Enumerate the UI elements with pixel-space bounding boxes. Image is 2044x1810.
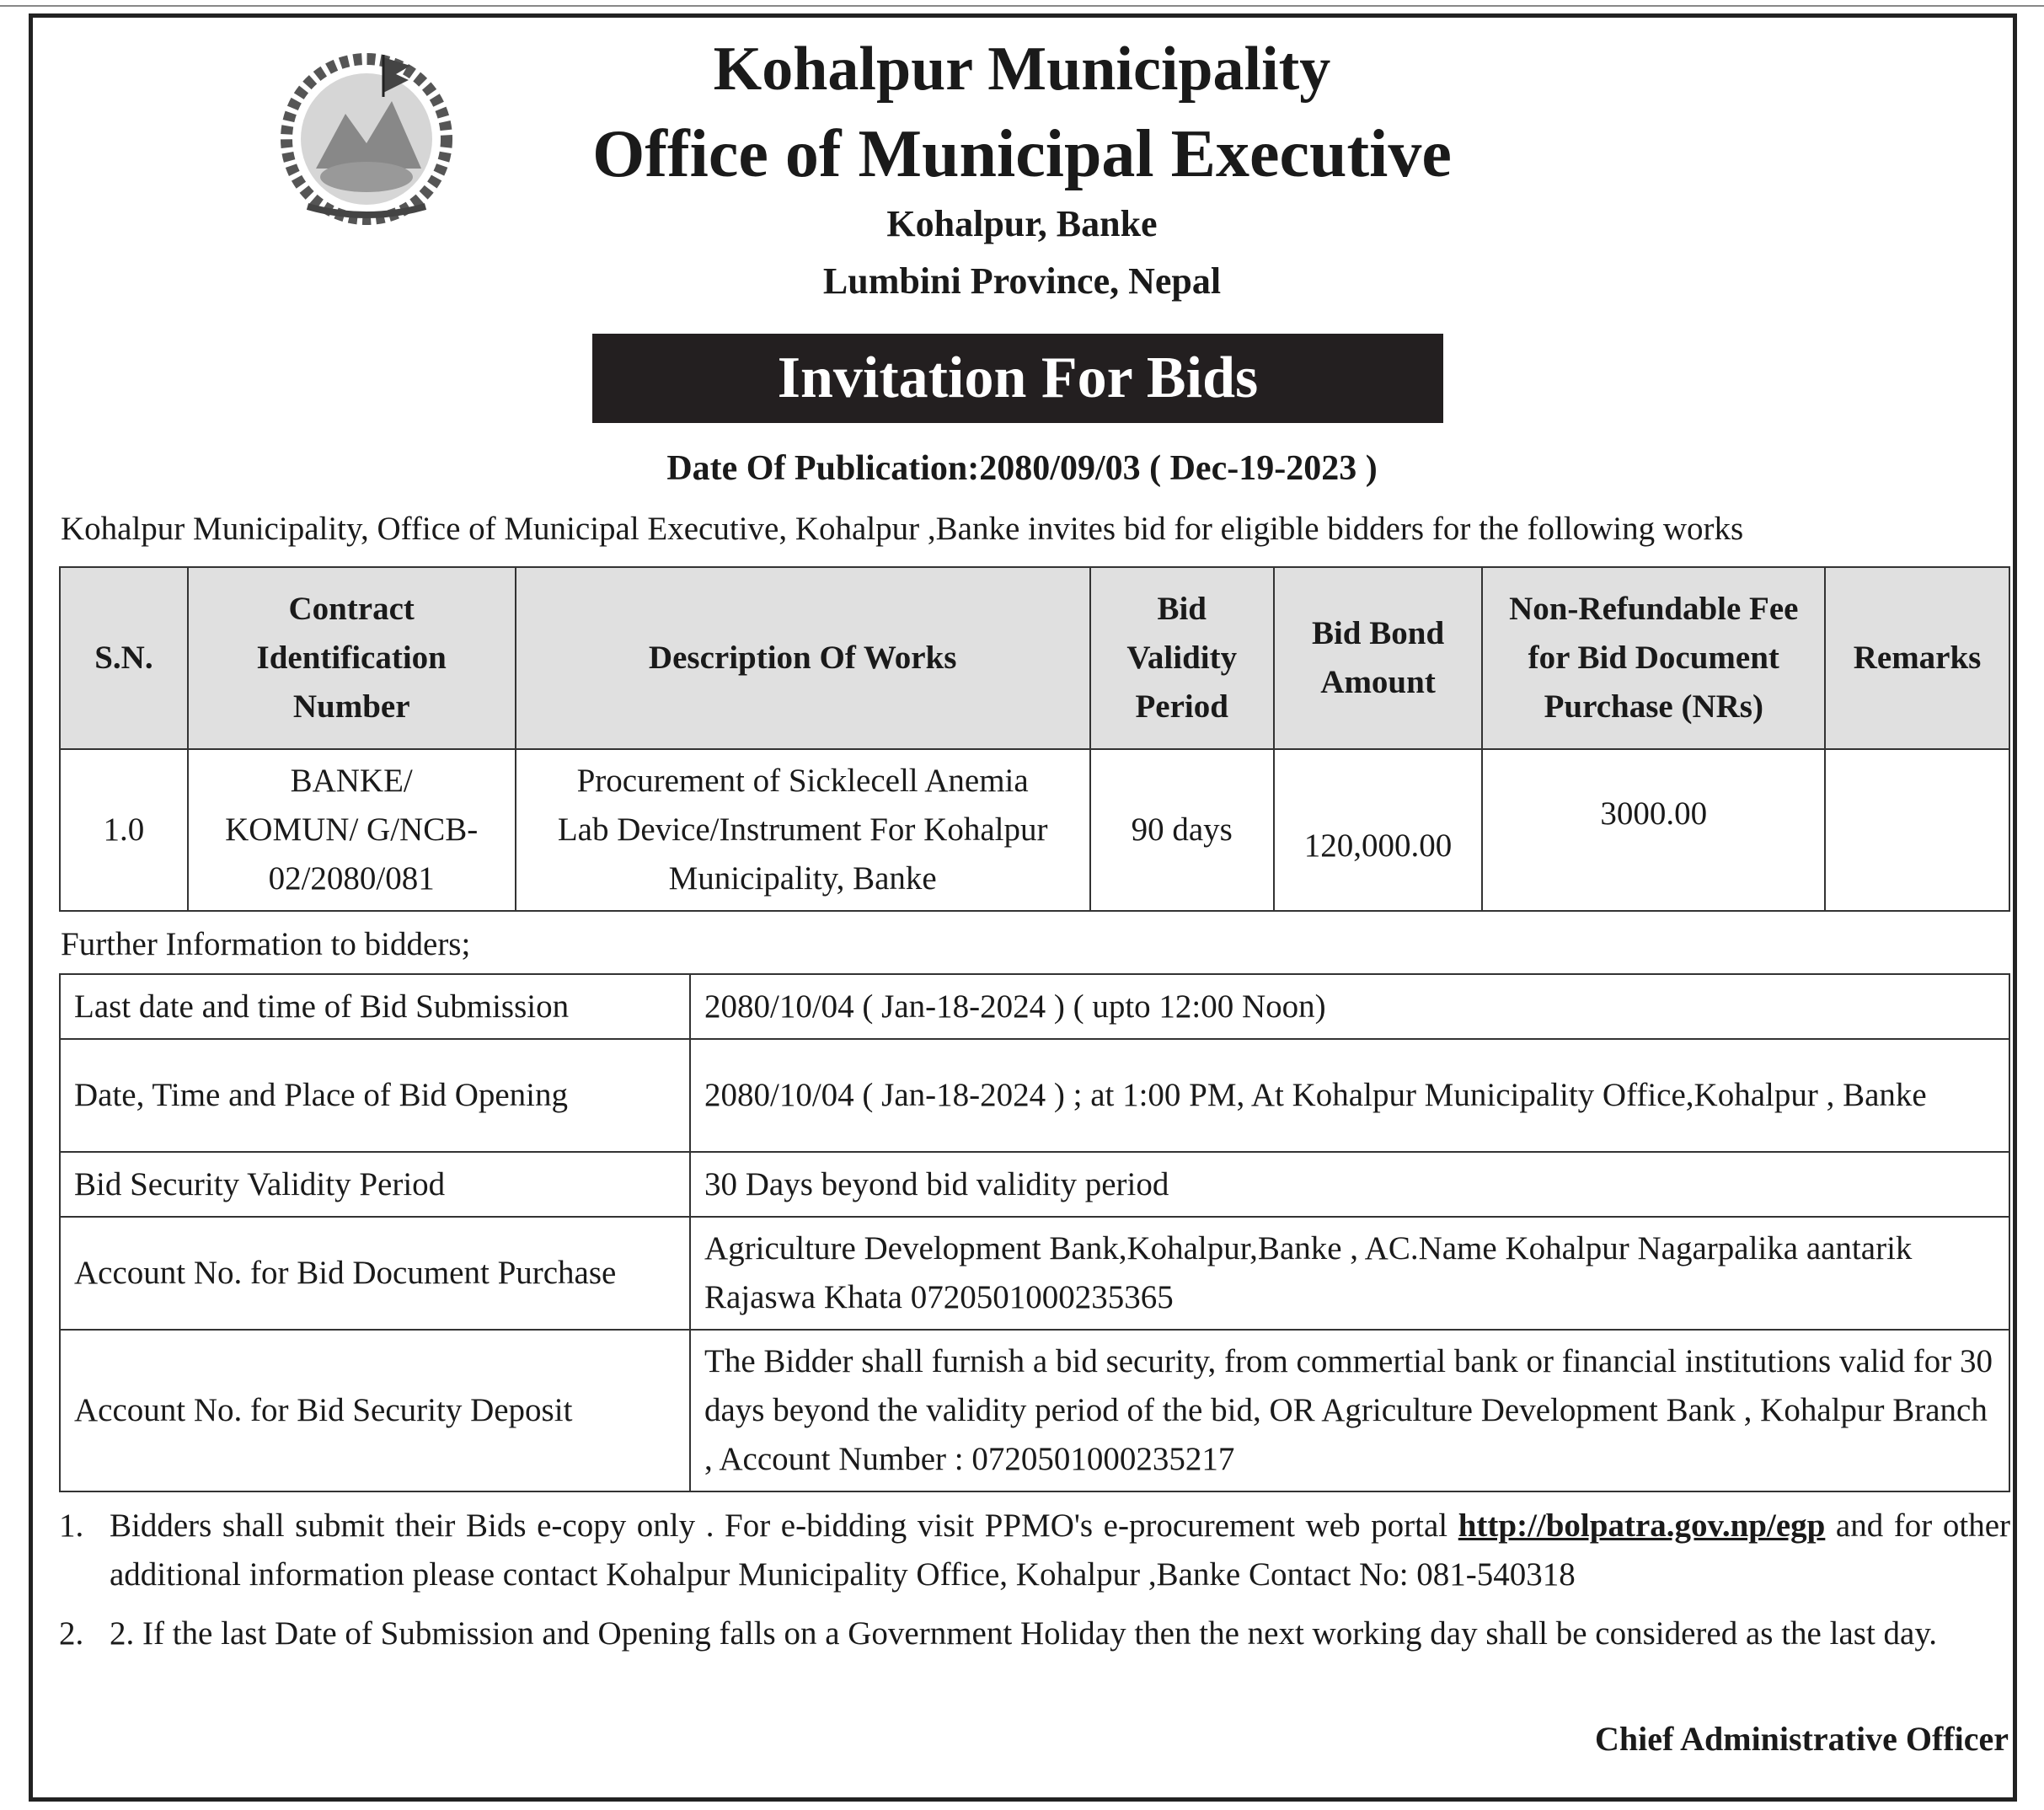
col-fee-line: Non-Refundable Fee xyxy=(1509,591,1799,627)
col-description: Description Of Works xyxy=(516,567,1090,749)
cell-description-line: Municipality, Banke xyxy=(668,860,937,897)
col-fee xyxy=(1482,567,1825,749)
egp-portal-link[interactable]: http://bolpatra.gov.np/egp xyxy=(1458,1507,1826,1544)
cell-contract-id xyxy=(188,749,516,911)
info-label: Date, Time and Place of Bid Opening xyxy=(60,1039,690,1152)
info-value: Agriculture Development Bank,Kohalpur,Banke , AC.Name Kohalpur Nagarpalika aantarik Rajaswa Khata 0720501000235365 xyxy=(690,1217,2009,1330)
col-validity xyxy=(1090,567,1274,749)
cell-description xyxy=(516,749,1090,911)
col-contract-id-line: Number xyxy=(292,688,410,725)
col-validity-line: Period xyxy=(1135,688,1228,725)
table-row xyxy=(60,1039,2009,1152)
info-value: The Bidder shall furnish a bid security, from commertial bank or financial institutions valid for 30 days beyond the validity period of the bid, OR Agriculture Development Bank , Kohalpur Branch , Account Number : 0720501000235217 xyxy=(690,1330,2009,1491)
col-fee-line: Purchase (NRs) xyxy=(1544,688,1763,725)
cell-contract-id-line: BANKE/ xyxy=(290,763,413,799)
col-bid-bond-line: Amount xyxy=(1320,664,1436,700)
further-info-label: Further Information to bidders; xyxy=(61,926,471,962)
col-contract-id-line: Contract xyxy=(288,591,415,627)
office-name: Office of Municipal Executive xyxy=(592,117,1452,191)
col-remarks: Remarks xyxy=(1825,567,2009,749)
cell-description-line: Lab Device/Instrument For Kohalpur xyxy=(557,811,1048,848)
table-row xyxy=(60,1152,2009,1217)
list-item xyxy=(59,1502,2010,1599)
notes-list xyxy=(59,1502,2010,1668)
works-table xyxy=(59,566,2010,912)
info-value: 30 Days beyond bid validity period xyxy=(690,1152,2009,1217)
province-line: Lumbini Province, Nepal xyxy=(822,260,1222,302)
org-name: Kohalpur Municipality xyxy=(713,35,1331,104)
cell-sn: 1.0 xyxy=(60,749,188,911)
info-value: 2080/10/04 ( Jan-18-2024 ) ; at 1:00 PM, At Kohalpur Municipality Office,Kohalpur , Banke xyxy=(690,1039,2009,1152)
cell-contract-id-line: 02/2080/081 xyxy=(268,860,435,897)
col-contract-id xyxy=(188,567,516,749)
top-rule xyxy=(0,5,2044,7)
cell-remarks xyxy=(1825,749,2009,911)
cell-fee: 3000.00 xyxy=(1482,749,1825,911)
cell-validity: 90 days xyxy=(1090,749,1274,911)
table-row xyxy=(60,974,2009,1039)
note-number: 1. xyxy=(59,1507,84,1544)
info-value: 2080/10/04 ( Jan-18-2024 ) ( upto 12:00 Noon) xyxy=(690,974,2009,1039)
signature-title: Chief Administrative Officer xyxy=(1595,1720,2009,1758)
col-validity-line: Validity xyxy=(1126,640,1238,676)
list-item xyxy=(59,1609,2010,1658)
col-contract-id-line: Identification xyxy=(256,640,447,676)
cell-contract-id-line: KOMUN/ G/NCB- xyxy=(225,811,479,848)
info-label: Bid Security Validity Period xyxy=(60,1152,690,1217)
col-bid-bond xyxy=(1274,567,1483,749)
col-validity-line: Bid xyxy=(1157,591,1207,627)
note-text: Bidders shall submit their Bids e-copy only . For e-bidding visit PPMO's e-procurement web portal xyxy=(110,1507,1458,1544)
info-label: Account No. for Bid Document Purchase xyxy=(60,1217,690,1330)
works-header-row xyxy=(60,567,2009,749)
table-row xyxy=(60,1217,2009,1330)
col-fee-line: for Bid Document xyxy=(1528,640,1779,676)
note-text: 2. If the last Date of Submission and Opening falls on a Government Holiday then the next working day shall be considered as the last day. xyxy=(110,1615,1938,1652)
intro-text: Kohalpur Municipality, Office of Municipal Executive, Kohalpur ,Banke invites bid for eligible bidders for the following works xyxy=(61,511,1744,547)
note-number: 2. xyxy=(59,1615,84,1652)
info-label: Last date and time of Bid Submission xyxy=(60,974,690,1039)
info-label: Account No. for Bid Security Deposit xyxy=(60,1330,690,1491)
table-row xyxy=(60,749,2009,911)
cell-bid-bond: 120,000.00 xyxy=(1274,749,1483,911)
address-line: Kohalpur, Banke xyxy=(886,203,1158,244)
cell-description-line: Procurement of Sicklecell Anemia xyxy=(576,763,1029,799)
table-row xyxy=(60,1330,2009,1491)
note-text: and for other additional information please contact Kohalpur Municipality Office, Kohalpur ,Banke Contact No: 081-540318 xyxy=(110,1507,2011,1593)
col-bid-bond-line: Bid Bond xyxy=(1311,615,1445,651)
publication-date: Date Of Publication:2080/09/03 ( Dec-19-2023 ) xyxy=(666,449,1378,488)
col-sn: S.N. xyxy=(60,567,188,749)
info-table xyxy=(59,973,2010,1492)
notice-title: Invitation For Bids xyxy=(592,334,1443,423)
